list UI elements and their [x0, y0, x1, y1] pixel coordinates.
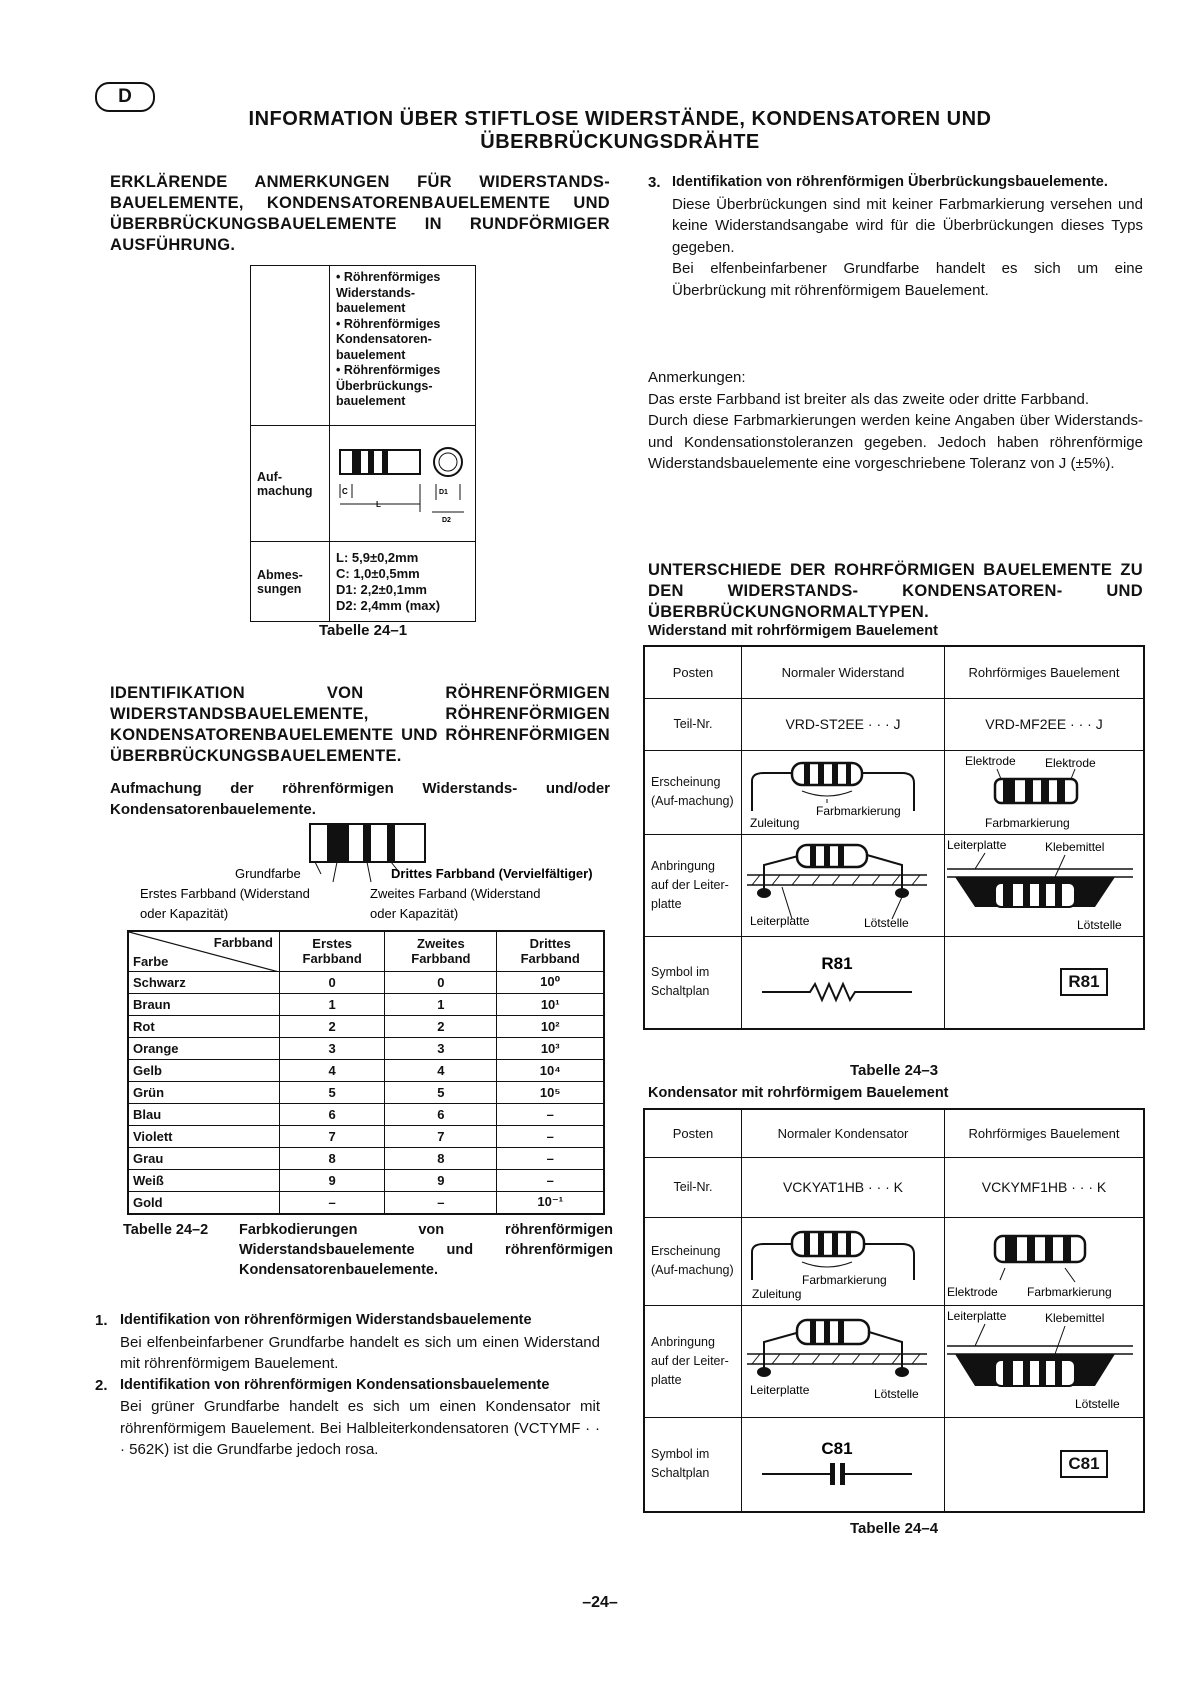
color-name-cell: Gold	[128, 1191, 280, 1214]
type-capacitor: • Röhrenförmiges Kondensatoren-bauelement	[336, 316, 441, 362]
digit-cell: 3	[280, 1037, 385, 1059]
mounting-rohr-cell	[945, 834, 1145, 936]
label-elektrode-r: Elektrode	[947, 1284, 998, 1299]
label-loetstelle-r: Lötstelle	[1077, 917, 1122, 932]
aufmachung-heading: Aufmachung der röhrenförmigen Widerstands- und/oder Kondensatorenbauelemente.	[110, 780, 610, 818]
appearance-normal-cell	[742, 1217, 945, 1305]
ident-heading: IDENTIFIKATION VON RÖHRENFÖRMIGEN WIDERSTANDSBAUELEMENTE, RÖHRENFÖRMIGEN KONDENSATORENBAUELEMENTE UND RÖHRENFÖRMIGEN ÜBERBRÜCKUNGSBAUELEMENTE.	[110, 684, 610, 765]
digit-cell: 10²	[497, 1015, 604, 1037]
table-24-1	[250, 265, 476, 622]
normal-capacitor-drawing	[742, 1218, 932, 1302]
list-item-body: Bei grüner Grundfarbe handelt es sich um einen Kondensator mit röhrenförmigem Bauelement. Bei Halbleiterkondensatoren (VCTYMF · · · 562K) ist die Grundfarbe jedoch rosa.	[120, 1398, 600, 1458]
symbol-rohr-cell	[945, 1417, 1145, 1512]
list-item	[95, 1310, 600, 1375]
label-zweites-farbband-1: Zweites Farband (Widerstand	[370, 886, 541, 901]
label-zuleitung: Zuleitung	[752, 1286, 802, 1301]
page-title-line2: ÜBERBRÜCKUNGSDRÄHTE	[480, 131, 760, 153]
tubular-capacitor-drawing	[945, 1218, 1135, 1302]
digit-cell: –	[497, 1147, 604, 1169]
digit-cell: 2	[280, 1015, 385, 1037]
symbol-rohr-label: C81	[1060, 1450, 1107, 1478]
digit-cell: 10⁻¹	[497, 1191, 604, 1214]
digit-cell: 4	[385, 1059, 497, 1081]
table-row	[128, 1103, 604, 1125]
color-name-cell: Weiß	[128, 1169, 280, 1191]
list-item-number: 2.	[95, 1376, 108, 1394]
digit-cell: 8	[280, 1147, 385, 1169]
digit-cell: 10¹	[497, 993, 604, 1015]
corner-bottom-label: Farbe	[133, 953, 169, 969]
digit-cell: 5	[385, 1081, 497, 1103]
page-number: –24–	[582, 1594, 618, 1611]
caption-24-2	[123, 1220, 613, 1280]
col-zweites: Zweites Farbband	[385, 931, 497, 971]
tubular-capacitor-mounting	[945, 1306, 1135, 1414]
header-posten: Posten	[644, 646, 742, 698]
col-drittes: Drittes Farbband	[497, 931, 604, 971]
mounting-rohr-cell	[945, 1305, 1145, 1417]
digit-cell: 0	[385, 971, 497, 993]
caption-24-2-text: Farbkodierungen von röhrenförmigen Widerstandsbauelemente und röhrenförmigen Kondensatorenbauelemente.	[239, 1222, 613, 1278]
dim-d2-label: D2	[442, 517, 451, 524]
component-drawing-cell	[330, 426, 476, 542]
color-name-cell: Grün	[128, 1081, 280, 1103]
dimensions-cell	[330, 542, 476, 622]
tubular-resistor-mounting	[945, 835, 1135, 933]
capacitor-subheading: Kondensator mit rohrförmigem Bauelement	[648, 1085, 949, 1101]
mounting-normal-cell	[742, 834, 945, 936]
language-badge: D	[95, 82, 155, 112]
label-farbmarkierung-r: Farbmarkierung	[1027, 1284, 1112, 1299]
dim-c-label: C	[342, 487, 348, 496]
color-name-cell: Grau	[128, 1147, 280, 1169]
color-code-table	[127, 930, 605, 1215]
label-farbmarkierung-r: Farbmarkierung	[985, 815, 1070, 830]
type-jumper: • Röhrenförmiges Überbrückungs-bauelement	[336, 363, 441, 408]
page-title	[180, 108, 1060, 154]
list-item-number: 1.	[95, 1312, 108, 1329]
color-name-cell: Blau	[128, 1103, 280, 1125]
notes-title: Anmerkungen:	[648, 369, 746, 386]
appearance-rohr-cell	[945, 750, 1145, 834]
list-item-body: Bei elfenbeinfarbener Grundfarbe handelt es sich um einen Widerstand mit röhrenförmigem Bauelement.	[120, 1333, 600, 1372]
caption-24-4: Tabelle 24–4	[849, 1520, 939, 1537]
digit-cell: 10³	[497, 1037, 604, 1059]
digit-cell: 10⁵	[497, 1081, 604, 1103]
capacitor-symbol	[742, 1418, 932, 1508]
digit-cell: 5	[280, 1081, 385, 1103]
resistor-subheading: Widerstand mit rohrförmigem Bauelement	[648, 623, 938, 639]
header-rohr: Rohrförmiges Bauelement	[945, 646, 1145, 698]
label-loetstelle: Lötstelle	[864, 915, 909, 930]
table-row	[128, 993, 604, 1015]
table-row	[128, 1147, 604, 1169]
caption-24-2-label: Tabelle 24–2	[123, 1222, 209, 1238]
notes	[648, 367, 1143, 475]
list-item	[95, 1375, 600, 1461]
item-3-body: Diese Überbrückungen sind mit keiner Farbmarkierung versehen und keine Widerstandsangabe wird für die Überbrückungen dieses Typs gegeben.	[672, 195, 1143, 256]
teil-normal: VRD-ST2EE · · · J	[742, 698, 945, 750]
digit-cell: 7	[385, 1125, 497, 1147]
row-label-abmessungen: Abmes-sungen	[251, 542, 330, 622]
symbol-normal-label: C81	[821, 1438, 853, 1458]
appearance-normal-cell	[742, 750, 945, 834]
notes-paragraph-2: Durch diese Farbmarkierungen werden keine Angaben über Widerstands- und Kondensationstoleranzen gegeben. Jedoch haben röhrenförmige Widerstandsbauelemente eine vorgeschriebene Toleranz von J (±5%).	[648, 412, 1143, 472]
label-loetstelle: Lötstelle	[874, 1386, 919, 1401]
symbol-normal-label: R81	[821, 953, 853, 973]
digit-cell: 10⁴	[497, 1059, 604, 1081]
label-farbmarkierung: Farbmarkierung	[816, 803, 901, 818]
types-cell	[330, 266, 476, 426]
label-zweites-farbband-2: oder Kapazität)	[370, 906, 459, 921]
row-label-aufmachung: Auf-machung	[251, 426, 330, 542]
dim-d1: D1: 2,2±0,1mm	[336, 581, 427, 597]
label-grundfarbe: Grundfarbe	[235, 866, 301, 881]
digit-cell: –	[280, 1191, 385, 1214]
symbol-rohr-label: R81	[1060, 968, 1107, 996]
notes-paragraph-1: Das erste Farbband ist breiter als das zweite oder dritte Farbband.	[648, 390, 1090, 408]
table-24-3	[643, 645, 1145, 1030]
dim-d2: D2: 2,4mm (max)	[336, 597, 441, 613]
corner-cell	[128, 931, 280, 971]
label-anbringung: Anbringung auf der Leiter-platte	[644, 834, 742, 936]
color-band-diagram	[135, 822, 625, 928]
label-symbol: Symbol im Schaltplan	[644, 1417, 742, 1512]
digit-cell: –	[497, 1103, 604, 1125]
digit-cell: –	[497, 1125, 604, 1147]
digit-cell: 8	[385, 1147, 497, 1169]
digit-cell: 7	[280, 1125, 385, 1147]
label-leiterplatte: Leiterplatte	[750, 1382, 810, 1397]
table-row	[128, 1081, 604, 1103]
table-row	[128, 1169, 604, 1191]
table-row	[128, 1191, 604, 1214]
teil-rohr: VRD-MF2EE · · · J	[945, 698, 1145, 750]
item-3-title: Identifikation von röhrenförmigen Überbrückungsbauelemente.	[672, 174, 1108, 190]
label-erstes-farbband-2: oder Kapazität)	[140, 906, 229, 921]
table-row	[128, 1015, 604, 1037]
dim-d1-label: D1	[439, 489, 448, 496]
dim-l: L: 5,9±0,2mm	[336, 549, 419, 565]
label-klebemittel-r: Klebemittel	[1045, 1310, 1105, 1325]
label-erstes-farbband-1: Erstes Farbband (Widerstand	[140, 886, 310, 901]
intro-heading: ERKLÄRENDE ANMERKUNGEN FÜR WIDERSTANDS-BAUELEMENTE, KONDENSATORENBAUELEMENTE UND ÜBERBRÜCKUNGSBAUELEMENTE IN RUNDFÖRMIGER AUSFÜHRUNG.	[110, 173, 610, 254]
digit-cell: –	[385, 1191, 497, 1214]
digit-cell: 1	[385, 993, 497, 1015]
tubular-component-drawing	[332, 428, 472, 528]
corner-top-label: Farbband	[213, 935, 273, 950]
color-name-cell: Braun	[128, 993, 280, 1015]
item-3	[648, 172, 1143, 301]
label-anbringung: Anbringung auf der Leiter-platte	[644, 1305, 742, 1417]
digit-cell: 9	[385, 1169, 497, 1191]
color-name-cell: Orange	[128, 1037, 280, 1059]
tubular-resistor-drawing	[945, 751, 1135, 831]
label-teil-nr: Teil-Nr.	[644, 698, 742, 750]
color-rows	[128, 971, 604, 1214]
label-symbol: Symbol im Schaltplan	[644, 936, 742, 1029]
col-erstes: Erstes Farbband	[280, 931, 385, 971]
label-leiterplatte-r: Leiterplatte	[947, 1308, 1007, 1323]
table-row	[128, 1037, 604, 1059]
label-teil-nr: Teil-Nr.	[644, 1157, 742, 1217]
table-row	[128, 1059, 604, 1081]
symbol-normal-cell	[742, 936, 945, 1029]
dim-c: C: 1,0±0,5mm	[336, 565, 420, 581]
item-3-body-2: Bei elfenbeinfarbener Grundfarbe handelt es sich um eine Überbrückung mit röhrenförmigem Bauelement.	[672, 260, 1143, 299]
digit-cell: 4	[280, 1059, 385, 1081]
normal-capacitor-mounting	[742, 1306, 932, 1414]
item-3-number: 3.	[648, 174, 661, 191]
list-item-title: Identifikation von röhrenförmigen Widerstandsbauelemente	[120, 1312, 532, 1328]
teil-normal: VCKYAT1HB · · · K	[742, 1157, 945, 1217]
digit-cell: –	[497, 1169, 604, 1191]
appearance-rohr-cell	[945, 1217, 1145, 1305]
color-name-cell: Gelb	[128, 1059, 280, 1081]
label-klebemittel-r: Klebemittel	[1045, 839, 1105, 854]
caption-24-1: Tabelle 24–1	[318, 622, 408, 639]
normal-resistor-drawing	[742, 751, 932, 831]
table-row	[128, 971, 604, 993]
header-normal: Normaler Widerstand	[742, 646, 945, 698]
dim-l-label: L	[376, 500, 381, 509]
digit-cell: 1	[280, 993, 385, 1015]
normal-resistor-mounting	[742, 835, 932, 933]
label-erscheinung: Erscheinung (Auf-machung)	[644, 1217, 742, 1305]
identification-list	[95, 1310, 600, 1461]
table-24-4	[643, 1108, 1145, 1513]
label-elektrode-1: Elektrode	[965, 753, 1016, 768]
list-item-title: Identifikation von röhrenförmigen Kondensationsbauelemente	[120, 1376, 550, 1393]
color-name-cell: Rot	[128, 1015, 280, 1037]
digit-cell: 6	[385, 1103, 497, 1125]
digit-cell: 2	[385, 1015, 497, 1037]
digit-cell: 6	[280, 1103, 385, 1125]
symbol-normal-cell	[742, 1417, 945, 1512]
resistor-symbol	[742, 937, 932, 1025]
digit-cell: 9	[280, 1169, 385, 1191]
header-normal: Normaler Kondensator	[742, 1109, 945, 1157]
label-leiterplatte-r: Leiterplatte	[947, 837, 1007, 852]
teil-rohr: VCKYMF1HB · · · K	[945, 1157, 1145, 1217]
digit-cell: 0	[280, 971, 385, 993]
label-erscheinung: Erscheinung (Auf-machung)	[644, 750, 742, 834]
label-zuleitung: Zuleitung	[750, 815, 800, 830]
mounting-normal-cell	[742, 1305, 945, 1417]
label-farbmarkierung: Farbmarkierung	[802, 1272, 887, 1287]
label-drittes-farbband: Drittes Farbband (Vervielfältiger)	[391, 866, 593, 881]
color-name-cell: Violett	[128, 1125, 280, 1147]
header-rohr: Rohrförmiges Bauelement	[945, 1109, 1145, 1157]
color-name-cell: Schwarz	[128, 971, 280, 993]
caption-24-3: Tabelle 24–3	[849, 1062, 939, 1079]
label-leiterplatte: Leiterplatte	[750, 913, 810, 928]
digit-cell: 3	[385, 1037, 497, 1059]
table-row	[128, 1125, 604, 1147]
type-resistor: • Röhrenförmiges Widerstands-bauelement	[336, 270, 441, 315]
page-title-line1: INFORMATION ÜBER STIFTLOSE WIDERSTÄNDE, KONDENSATOREN UND	[248, 108, 992, 130]
label-elektrode-2: Elektrode	[1045, 755, 1096, 770]
label-loetstelle-r: Lötstelle	[1075, 1396, 1120, 1411]
diff-heading: UNTERSCHIEDE DER ROHRFÖRMIGEN BAUELEMENTE ZU DEN WIDERSTANDS- KONDENSATOREN- UND ÜBERBRÜCKUNGNORMALTYPEN.	[648, 561, 1143, 621]
digit-cell: 10⁰	[497, 971, 604, 993]
header-posten: Posten	[644, 1109, 742, 1157]
symbol-rohr-cell	[945, 936, 1145, 1029]
